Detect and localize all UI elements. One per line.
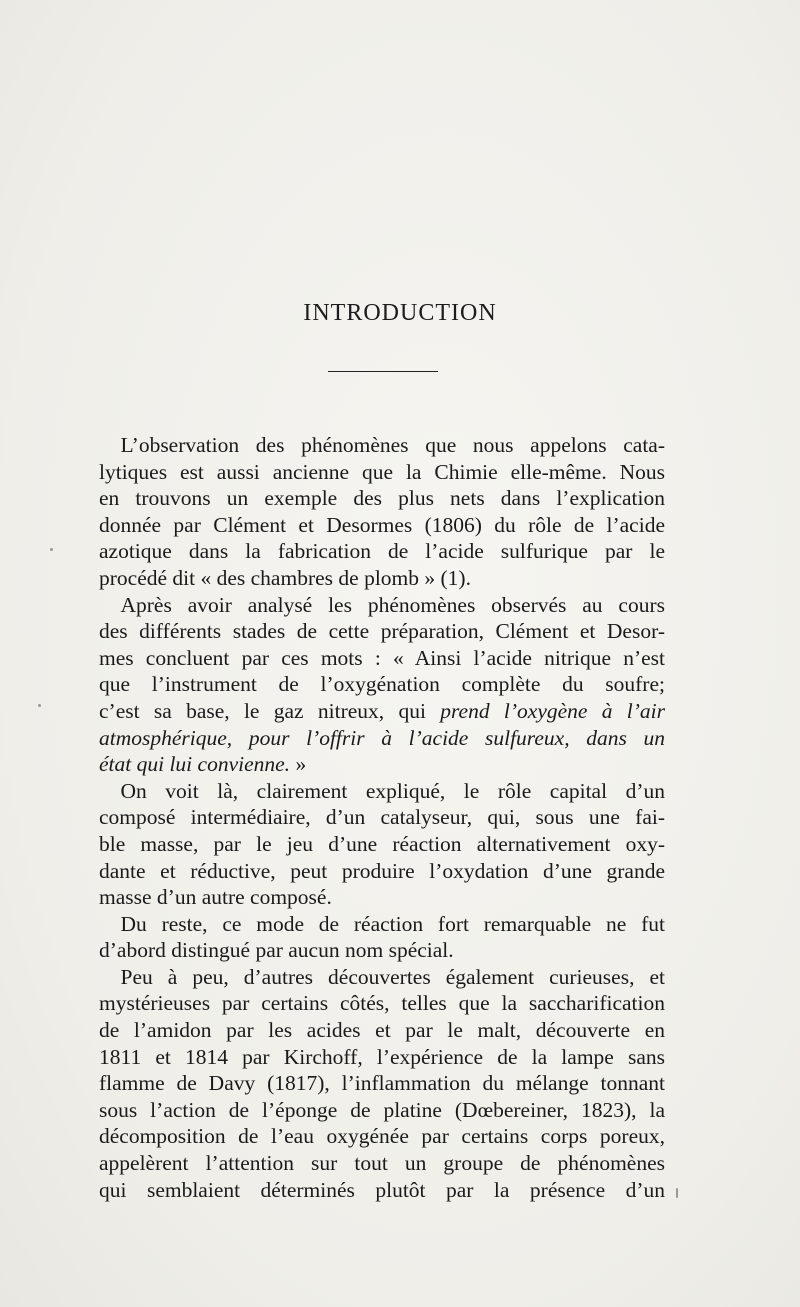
- text-line: ble masse, par le jeu d’une réaction alternativement oxy-: [99, 831, 665, 856]
- paragraph-2: [99, 592, 665, 778]
- title-rule: [328, 371, 438, 372]
- quoted-italic-text: état qui lui convienne.: [99, 752, 291, 777]
- text-line: procédé dit « des chambres de plomb » (1).: [99, 565, 471, 590]
- paragraph-1: [99, 432, 665, 592]
- text-line: sous l’action de l’éponge de platine (Dœbereiner, 1823), la: [99, 1097, 665, 1122]
- body-text: [99, 432, 665, 1203]
- paragraph-5: [99, 964, 665, 1203]
- text-line: en trouvons un exemple des plus nets dans l’explication: [99, 486, 665, 511]
- text-line: 1811 et 1814 par Kirchoff, l’expérience de la lampe sans: [99, 1044, 665, 1069]
- text-line: L’observation des phénomènes que nous appelons cata-: [120, 433, 665, 457]
- text-line: mystérieuses par certains côtés, telles que la saccharification: [99, 991, 665, 1016]
- text-line: composé intermédiaire, d’un catalyseur, qui, sous une fai-: [99, 805, 665, 830]
- text-line: Peu à peu, d’autres découvertes également curieuses, et: [120, 964, 665, 989]
- margin-speck: [50, 548, 53, 551]
- quoted-italic-line: atmosphérique, pour l’offrir à l’acide sulfureux, dans un: [99, 725, 665, 750]
- quoted-italic-text: prend l’oxygène à l’air: [440, 698, 666, 723]
- text-line: mes concluent par ces mots : « Ainsi l’acide nitrique n’est: [99, 645, 665, 670]
- text-line: [99, 698, 665, 725]
- text-line: qui semblaient déterminés plutôt par la présence d’un: [99, 1177, 665, 1202]
- text-line: que l’instrument de l’oxygénation complète du soufre;: [99, 672, 665, 697]
- margin-speck: [38, 704, 41, 707]
- paragraph-4: [99, 911, 665, 964]
- text-line: donnée par Clément et Desormes (1806) du rôle de l’acide: [99, 512, 665, 537]
- text-segment: c’est sa base, le gaz nitreux, qui: [99, 698, 441, 723]
- text-line: [99, 751, 665, 778]
- text-line: lytiques est aussi ancienne que la Chimie elle-même. Nous: [99, 459, 665, 484]
- text-line: masse d’un autre composé.: [99, 885, 332, 910]
- text-line: Après avoir analysé les phénomènes observés au cours: [120, 592, 665, 617]
- text-line: de l’amidon par les acides et par le malt, découverte en: [99, 1018, 665, 1043]
- text-line: azotique dans la fabrication de l’acide sulfurique par le: [99, 539, 665, 564]
- text-line: décomposition de l’eau oxygénée par certains corps poreux,: [99, 1124, 665, 1149]
- text-line: d’abord distingué par aucun nom spécial.: [99, 938, 454, 963]
- text-line: flamme de Davy (1817), l’inflammation du mélange tonnant: [99, 1071, 665, 1096]
- paragraph-3: [99, 778, 665, 911]
- chapter-title: INTRODUCTION: [303, 300, 497, 326]
- margin-speck: [676, 1188, 678, 1198]
- text-line: Du reste, ce mode de réaction fort remarquable ne fut: [120, 911, 665, 936]
- text-line: dante et réductive, peut produire l’oxydation d’une grande: [99, 858, 665, 883]
- text-line: des différents stades de cette préparation, Clément et Desor-: [99, 619, 665, 644]
- text-segment: »: [290, 752, 307, 777]
- text-line: appelèrent l’attention sur tout un groupe de phénomènes: [99, 1151, 665, 1176]
- text-line: On voit là, clairement expliqué, le rôle capital d’un: [120, 778, 665, 803]
